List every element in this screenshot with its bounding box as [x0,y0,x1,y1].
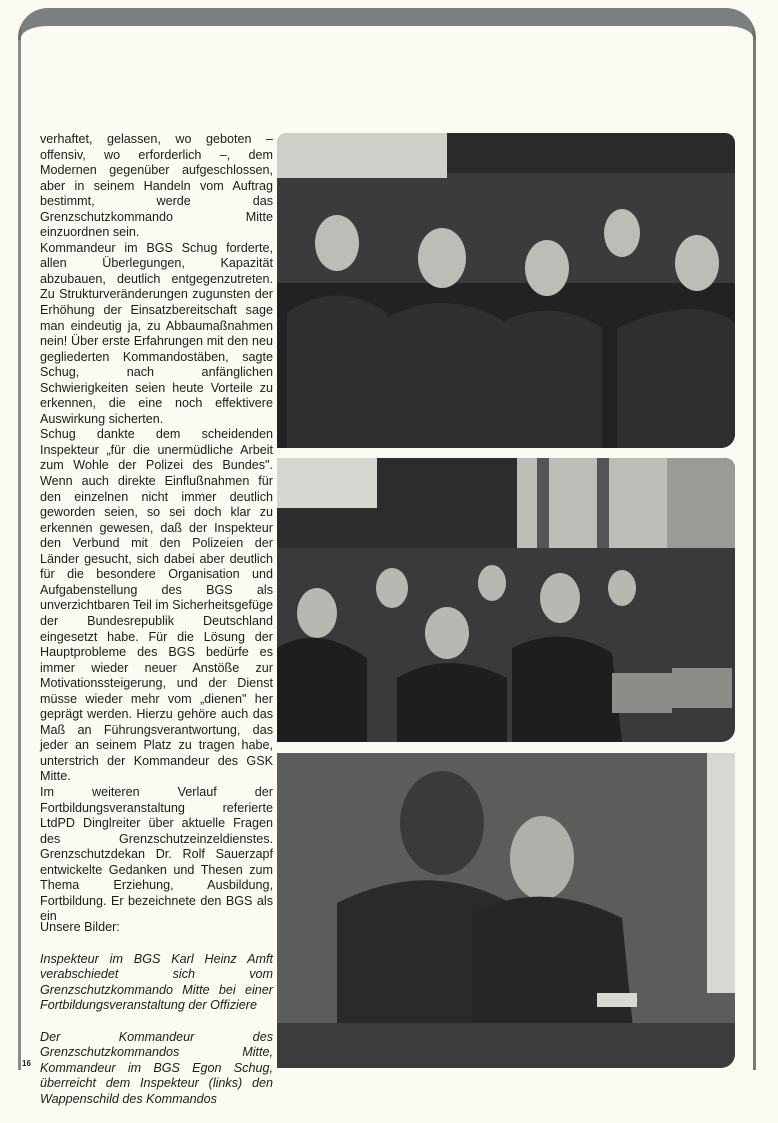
photo-captions [40,920,273,1123]
captions-heading: Unsere Bilder: [40,920,120,934]
caption: Der Kommandeur des Grenzschutzkommandos Mitte, Kommandeur im BGS Egon Schug, überreicht dem Inspekteur (links) den Wappenschild des Kommandos [40,1029,273,1106]
photo-officers-seated [277,133,735,448]
paragraph: Im weiteren Verlauf der Fortbildungsveranstaltung referierte LtdPD Dinglreiter über aktuelle Fragen des Grenzschutzeinzeldienstes. Grenzschutzdekan Dr. Rolf Sauerzapf entwickelte Gedanken und Thesen zum Thema Erziehung, Ausbildung, Fortbildung. Er bezeichnete den BGS als ein [40,784,273,924]
page-frame-top [18,8,756,48]
photo-audience [277,458,735,742]
paragraph: Kommandeur im BGS Schug forderte, allen Überlegungen, Kapazität abzubauen, deutlich entgegenzutreten. Zu Strukturveränderungen zugunsten der Erhöhung der Einsatzbereitschaft sage man eindeutig ja, zu Abbaumaßnahmen nein! Über erste Erfahrungen mit den neu gegliederten Kommandostäben, sagte Schug, nach anfänglichen Schwierigkeiten seien heute Vorteile zu erkennen, die eine noch effektivere Auswirkung sicherten. [40,240,273,426]
page-frame-right [753,40,756,1070]
paragraph: Schug dankte dem scheidenden Inspekteur „für die unermüdliche Arbeit zum Wohle der Polizei des Bundes". Wenn auch direkte Einflußnahmen für den einzelnen nicht immer deutlich geworden seien, so sei doch klar zu erkennen gewesen, daß der Inspekteur den Verbund mit den Polizeien der Länder gesucht, sich dabei aber deutlich für die besondere Organisation und Aufgabenstellung des BGS als unverzichtbaren Teil im Sicherheitsgefüge der Bundesrepublik Deutschland eingesetzt habe. Für die Lösung der Hauptprobleme des BGS bedürfe es immer wieder neuer Anstöße zur Motivationssteigerung, und der Dienst müsse wieder mehr vom „dienen" her geprägt werden. Hierzu gehöre auch das Maß an Führungsverantwortung, das jeder an seinem Platz zu tragen habe, unterstrich der Kommandeur des GSK Mitte. [40,427,273,784]
page-number: 16 [22,1059,31,1068]
page-frame-left [18,40,21,1070]
paragraph: verhaftet, gelassen, wo geboten – offensiv, wo erforderlich –, dem Modernen gegenüber aufgeschlossen, aber in seinem Handeln vom Auftrag bestimmt, werde das Grenzschutzkommando Mitte einzuordnen sein. [40,132,273,240]
article-text [40,132,273,925]
photo-handover [277,753,735,1068]
caption: Inspekteur im BGS Karl Heinz Amft verabschiedet sich vom Grenzschutzkommando Mitte bei einer Fortbildungsveranstaltung der Offiziere [40,951,273,1013]
